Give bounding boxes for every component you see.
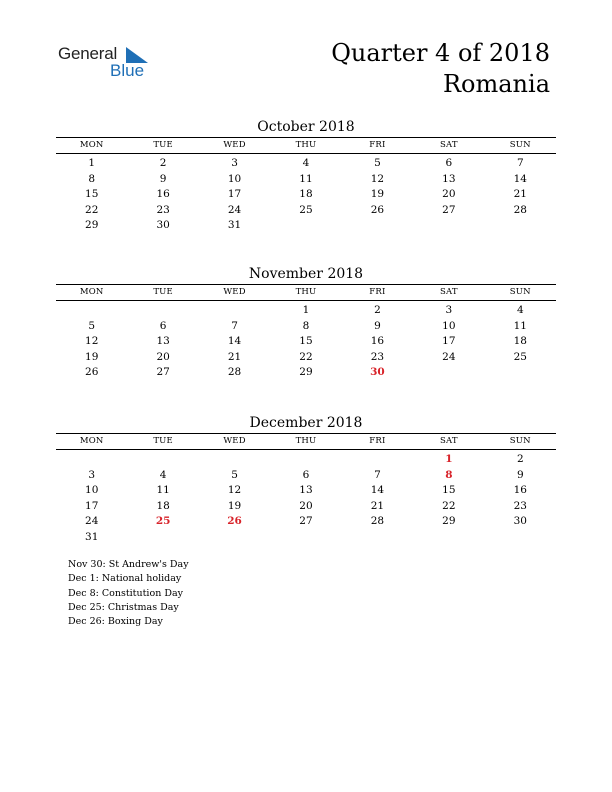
day-cell: 18 [299, 188, 313, 201]
day-cell: 2 [516, 453, 524, 465]
day-cell: 4 [516, 304, 524, 316]
day-cell: 23 [513, 499, 527, 512]
day-cell: 10 [85, 484, 99, 497]
day-cell: 16 [370, 335, 385, 348]
day-cell: 19 [370, 188, 385, 201]
day-cell: 5 [231, 468, 238, 481]
weekday-label: SAT [439, 140, 458, 150]
day-cell: 28 [370, 515, 385, 528]
day-cell: 19 [85, 350, 99, 363]
day-cell: 12 [370, 172, 385, 185]
page-title: Quarter 4 of 2018 [331, 39, 550, 67]
day-cell: 2 [374, 304, 381, 316]
weekday-label: THU [295, 436, 317, 446]
day-cell: 22 [442, 499, 456, 512]
day-grid [56, 452, 556, 546]
weekday-label: SAT [439, 436, 458, 446]
empty-cell [127, 530, 198, 546]
day-cell: 13 [156, 335, 170, 348]
weekday-label: SUN [509, 287, 531, 297]
empty-cell [270, 452, 341, 468]
weekday-label: SUN [509, 436, 531, 446]
day-cell: 5 [374, 157, 381, 169]
empty-cell [485, 530, 556, 546]
weekday-label: WED [223, 140, 246, 150]
day-cell: 23 [370, 350, 385, 363]
day-cell: 8 [88, 172, 96, 185]
holiday-note: Dec 1: National holiday [68, 573, 182, 585]
weekday-label: MON [79, 436, 104, 446]
weekday-header [56, 285, 556, 300]
day-cell: 30 [156, 219, 170, 232]
holiday-day-cell: 26 [227, 515, 242, 528]
title-block [331, 38, 550, 100]
month-title: November 2018 [248, 266, 364, 282]
day-cell: 17 [227, 188, 242, 201]
empty-cell [485, 365, 556, 381]
month-title: October 2018 [257, 119, 355, 135]
day-cell: 10 [442, 319, 456, 332]
weekday-divider [56, 153, 556, 154]
day-cell: 7 [231, 319, 238, 332]
day-cell: 18 [156, 499, 170, 512]
weekday-label: TUE [153, 287, 173, 297]
day-cell: 25 [513, 350, 527, 363]
day-cell: 10 [227, 172, 242, 185]
holiday-day-cell: 25 [155, 515, 171, 528]
empty-cell [413, 365, 484, 381]
country-title: Romania [442, 70, 550, 98]
day-cell: 14 [227, 335, 242, 348]
weekday-label: THU [295, 287, 317, 297]
day-cell: 20 [442, 188, 456, 201]
day-cell: 28 [513, 203, 527, 216]
day-cell: 27 [299, 515, 313, 528]
holiday-note: Dec 25: Christmas Day [68, 601, 179, 613]
holiday-note: Dec 26: Boxing Day [68, 616, 163, 628]
day-cell: 22 [85, 203, 99, 216]
day-cell: 20 [156, 350, 170, 363]
day-cell: 24 [85, 515, 99, 528]
day-cell: 2 [159, 157, 167, 169]
weekday-label: MON [79, 140, 104, 150]
day-cell: 14 [513, 172, 527, 185]
empty-cell [56, 303, 127, 319]
empty-cell [270, 530, 341, 546]
day-cell: 12 [227, 484, 242, 497]
weekday-label: SAT [439, 287, 458, 297]
day-cell: 15 [442, 484, 456, 497]
weekday-label: FRI [369, 436, 386, 446]
holiday-note: Dec 8: Constitution Day [68, 587, 183, 599]
day-cell: 23 [156, 203, 170, 216]
weekday-divider [56, 300, 556, 301]
empty-cell [413, 218, 484, 234]
day-cell: 13 [442, 172, 456, 185]
holiday-day-cell: 30 [370, 366, 385, 379]
day-cell: 14 [370, 484, 385, 497]
day-cell: 3 [88, 468, 96, 481]
day-cell: 29 [442, 515, 456, 528]
day-cell: 18 [513, 335, 527, 348]
weekday-divider [56, 449, 556, 450]
day-grid [56, 303, 556, 381]
empty-cell [56, 452, 127, 468]
weekday-header [56, 138, 556, 153]
weekday-label: TUE [153, 436, 173, 446]
day-cell: 6 [159, 319, 167, 332]
day-cell: 25 [299, 203, 313, 216]
empty-cell [342, 530, 413, 546]
day-cell: 11 [299, 172, 313, 185]
holiday-notes [68, 558, 189, 629]
day-grid [56, 156, 556, 234]
day-cell: 4 [302, 157, 310, 169]
day-cell: 9 [374, 319, 381, 332]
day-cell: 21 [513, 188, 527, 201]
logo-text-blue: Blue [110, 61, 145, 80]
day-cell: 24 [227, 203, 242, 216]
day-cell: 13 [299, 484, 313, 497]
day-cell: 7 [516, 157, 524, 169]
weekday-label: WED [223, 436, 246, 446]
empty-cell [199, 303, 270, 319]
day-cell: 15 [299, 335, 313, 348]
day-cell: 29 [85, 219, 99, 232]
day-cell: 15 [85, 188, 99, 201]
day-cell: 17 [442, 335, 456, 348]
month-title: December 2018 [249, 415, 363, 431]
holiday-day-cell: 1 [445, 453, 453, 465]
empty-cell [413, 530, 484, 546]
day-cell: 3 [445, 304, 453, 316]
weekday-label: FRI [369, 287, 386, 297]
day-cell: 1 [88, 157, 96, 169]
day-cell: 28 [227, 366, 242, 379]
day-cell: 26 [85, 366, 99, 379]
empty-cell [199, 452, 270, 468]
day-cell: 27 [156, 366, 170, 379]
day-cell: 6 [445, 157, 453, 169]
empty-cell [199, 530, 270, 546]
month-november [56, 264, 556, 381]
empty-cell [342, 218, 413, 234]
day-cell: 26 [370, 203, 385, 216]
day-cell: 9 [159, 172, 167, 185]
empty-cell [485, 218, 556, 234]
day-cell: 30 [513, 515, 527, 528]
day-cell: 19 [227, 499, 242, 512]
day-cell: 31 [85, 530, 99, 543]
logo-text-general: General [58, 44, 118, 63]
day-cell: 20 [299, 499, 313, 512]
logo [58, 44, 158, 84]
empty-cell [127, 452, 198, 468]
weekday-label: WED [223, 287, 246, 297]
empty-cell [270, 218, 341, 234]
weekday-label: TUE [153, 140, 173, 150]
weekday-label: FRI [369, 140, 386, 150]
weekday-label: MON [79, 287, 104, 297]
month-october [56, 117, 556, 234]
day-cell: 16 [513, 484, 527, 497]
holiday-day-cell: 8 [445, 468, 453, 481]
day-cell: 9 [516, 468, 524, 481]
day-cell: 24 [442, 350, 456, 363]
day-cell: 1 [302, 304, 310, 316]
day-cell: 21 [227, 350, 242, 363]
day-cell: 11 [513, 319, 527, 332]
day-cell: 22 [299, 350, 313, 363]
day-cell: 31 [227, 219, 242, 232]
weekday-label: SUN [509, 140, 531, 150]
day-cell: 16 [156, 188, 170, 201]
day-cell: 4 [159, 468, 167, 481]
day-cell: 17 [85, 499, 99, 512]
empty-cell [342, 452, 413, 468]
day-cell: 11 [156, 484, 170, 497]
weekday-label: THU [295, 140, 317, 150]
day-cell: 7 [374, 468, 381, 481]
weekday-header [56, 434, 556, 449]
day-cell: 12 [85, 335, 99, 348]
day-cell: 3 [231, 157, 238, 169]
holiday-note: Nov 30: St Andrew's Day [68, 559, 189, 570]
day-cell: 5 [88, 319, 96, 332]
day-cell: 27 [442, 203, 456, 216]
day-cell: 29 [299, 366, 313, 379]
empty-cell [127, 303, 198, 319]
month-december [56, 413, 556, 546]
day-cell: 8 [302, 319, 310, 332]
day-cell: 21 [370, 499, 385, 512]
day-cell: 6 [302, 468, 310, 481]
